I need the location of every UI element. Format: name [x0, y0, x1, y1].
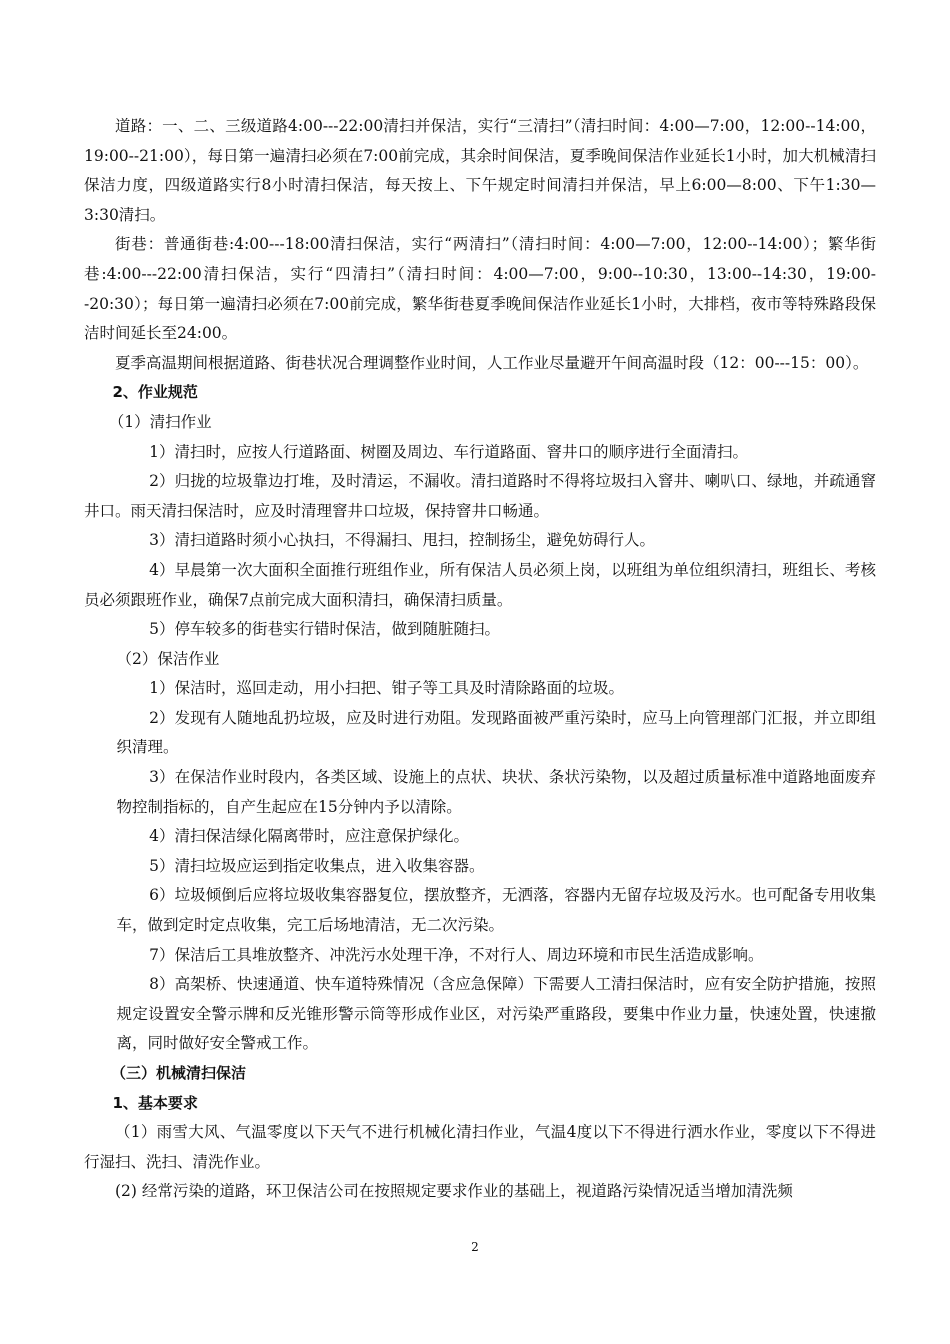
keep-item-5: 5）清扫垃圾应运到指定收集点，进入收集容器。 [149, 856, 485, 875]
clean-item-3: 3）清扫道路时须小心执扫，不得漏扫、甩扫，控制扬尘，避免妨碍行人。 [149, 531, 655, 550]
heading-basic-requirements: 1、基本要求 [112, 1093, 198, 1112]
keep-item-1: 1）保洁时，巡回走动，用小扫把、钳子等工具及时清除路面的垃圾。 [149, 679, 624, 698]
heading-operation-spec: 2、作业规范 [112, 383, 198, 402]
page-number: 2 [471, 1240, 479, 1254]
label-keeping-work: （2）保洁作业 [116, 649, 220, 668]
label-cleaning-work: （1）清扫作业 [108, 412, 212, 431]
clean-item-4: 4）早晨第一次大面积全面推行班组作业，所有保洁人员必须上岗，以班组为单位组织清扫，班组长、考核员必须跟班作业，确保7点前完成大面积清扫，确保清扫质量。 [84, 560, 876, 609]
clean-item-2: 2）归拢的垃圾靠边打堆，及时清运，不漏收。清扫道路时不得将垃圾扫入窨井、喇叭口、绿地，并疏通窨井口。雨天清扫保洁时，应及时清理窨井口垃圾，保持窨井口畅通。 [84, 472, 876, 520]
keep-item-6: 6）垃圾倾倒后应将垃圾收集容器复位，摆放整齐，无洒落，容器内无留存垃圾及污水。也可配备专用收集车，做到定时定点收集，完工后场地清洁，无二次污染。 [116, 886, 876, 935]
paragraph-road: 道路：一、二、三级道路4:00---22:00清扫并保洁，实行“三清扫”（清扫时间：4:00—7:00，12:00--14:00，19:00--21:00），每日第一遍清扫必须在7:00前完成，其余时间保洁，夏季晚间保洁作业延长1小时，加大机械清扫保洁力度，四级道路实行8小时清扫保洁，每天按上、下午规定时间清扫并保洁，早上6:00—8:00、下午1:30—3:30清扫。 [84, 117, 876, 224]
mech-item-2: (2) 经常污染的道路，环卫保洁公司在按照规定要求作业的基础上，视道路污染情况适当增加清洗频 [115, 1182, 793, 1201]
keep-item-3: 3）在保洁作业时段内，各类区域、设施上的点状、块状、条状污染物，以及超过质量标准中道路地面废弃物控制指标的，自产生起应在15分钟内予以清除。 [116, 768, 876, 816]
document-body [84, 112, 876, 1207]
paragraph-summer: 夏季高温期间根据道路、街巷状况合理调整作业时间，人工作业尽量避开午间高温时段（12：00---15：00）。 [115, 353, 869, 372]
keep-item-4: 4）清扫保洁绿化隔离带时，应注意保护绿化。 [149, 827, 469, 846]
keep-item-7: 7）保洁后工具堆放整齐、冲洗污水处理干净，不对行人、周边环境和市民生活造成影响。 [149, 945, 764, 964]
mech-item-1: （1）雨雪大风、气温零度以下天气不进行机械化清扫作业，气温4度以下不得进行洒水作业，零度以下不得进行湿扫、洗扫、清洗作业。 [84, 1123, 876, 1171]
paragraph-alley: 街巷：普通街巷:4:00---18:00清扫保洁，实行“两清扫”（清扫时间：4:00—7:00，12:00--14:00）；繁华街巷:4:00---22:00清扫保洁，实行“四清扫”（清扫时间：4:00—7:00，9:00--10:30，13:00--14:30，19:00--20:30）；每日第一遍清扫必须在7:00前完成，繁华街巷夏季晚间保洁作业延长1小时，大排档，夜市等特殊路段保洁时间延长至24:00。 [84, 235, 876, 343]
clean-item-5: 5）停车较多的街巷实行错时保洁，做到随脏随扫。 [149, 620, 500, 639]
clean-item-1: 1）清扫时，应按人行道路面、树圈及周边、车行道路面、窨井口的顺序进行全面清扫。 [149, 442, 748, 461]
keep-item-2: 2）发现有人随地乱扔垃圾，应及时进行劝阻。发现路面被严重污染时，应马上向管理部门汇报，并立即组织清理。 [116, 708, 876, 757]
heading-mechanical-cleaning: （三）机械清扫保洁 [111, 1064, 247, 1082]
keep-item-8: 8）高架桥、快速通道、快车道特殊情况（含应急保障）下需要人工清扫保洁时，应有安全防护措施，按照规定设置安全警示牌和反光锥形警示筒等形成作业区，对污染严重路段，要集中作业力量，快速处置，快速撤离，同时做好安全警戒工作。 [116, 975, 876, 1053]
